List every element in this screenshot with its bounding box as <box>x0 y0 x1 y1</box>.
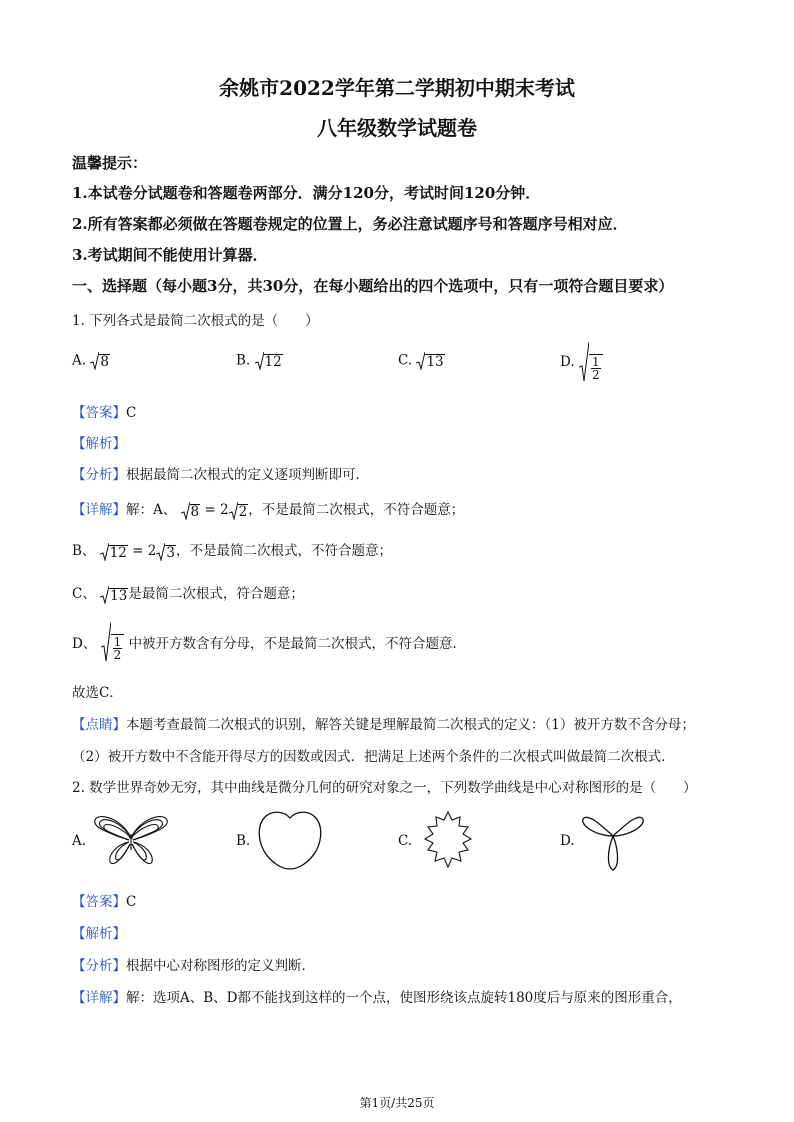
radical-sign-icon <box>101 622 111 662</box>
q1-option-a <box>72 352 110 370</box>
section-heading: 一、选择题（每小题3分，共30分，在每小题给出的四个选项中，只有一项符合题目要求） <box>72 277 674 295</box>
fraction <box>589 354 603 382</box>
option-label: B. <box>236 352 251 369</box>
detail-prefix: B、 <box>72 543 96 559</box>
q2-answer <box>72 890 136 910</box>
sqrt-expression <box>229 502 249 520</box>
radicand: 12 <box>109 544 127 561</box>
radical-sign-icon <box>579 342 589 382</box>
equals-coefficient: = 2 <box>127 543 157 559</box>
xiangjie-tag: 【详解】 <box>72 502 126 518</box>
xiangjie-text: 解：选项A、B、D都不能找到这样的一个点，使图形绕该点旋转180度后与原来的图形重合， <box>126 990 682 1006</box>
answer-value: C <box>126 894 137 910</box>
q2-analysis-tag: 【解析】 <box>72 926 126 942</box>
answer-value: C <box>126 405 137 421</box>
tips-heading: 温馨提示： <box>72 154 148 172</box>
denominator: 2 <box>113 648 122 663</box>
detail-prefix: C、 <box>72 586 96 602</box>
tip-item-3: 3.考试期间不能使用计算器． <box>72 246 268 264</box>
q1-detail-a <box>72 498 464 520</box>
page-number: 第1页/共25页 <box>359 1096 435 1110</box>
radicand: 12 <box>264 354 282 371</box>
exam-title: 余姚市2022学年第二学期初中期末考试 <box>219 76 575 100</box>
q1-detail-b <box>72 539 392 561</box>
option-label: C. <box>398 352 413 369</box>
q2-option-d-label: D. <box>560 833 575 849</box>
detail-prefix: 解：A、 <box>126 502 177 518</box>
fenxi-text: 根据最简二次根式的定义逐项判断即可． <box>126 467 369 483</box>
answer-tag: 【答案】 <box>72 894 126 910</box>
radicand: 8 <box>190 503 200 520</box>
sqrt-expression <box>181 502 201 520</box>
numerator: 1 <box>113 634 122 649</box>
exam-subtitle: 八年级数学试题卷 <box>317 116 477 140</box>
equals-coefficient: = 2 <box>200 502 229 518</box>
detail-suffix: 是最简二次根式，符合题意； <box>128 586 304 602</box>
q1-analysis-tag: 【解析】 <box>72 436 126 452</box>
cardioid-curve-icon <box>256 808 324 872</box>
q1-detail-d <box>72 622 466 662</box>
q2-option-a-label: A. <box>72 833 87 849</box>
radical-sign-icon <box>90 352 99 370</box>
xiangjie-tag: 【详解】 <box>72 990 126 1006</box>
q1-dianjing-line1 <box>72 713 695 733</box>
radicand: 2 <box>238 503 248 520</box>
radicand: 13 <box>110 587 128 604</box>
answer-tag: 【答案】 <box>72 405 126 421</box>
fraction <box>111 634 125 662</box>
sqrt-fraction-expression <box>101 622 125 662</box>
dianjing-tag: 【点睛】 <box>72 717 126 733</box>
option-label: D. <box>560 354 575 370</box>
radical-sign-icon <box>100 586 109 604</box>
detail-suffix: 中被开方数含有分母，不是最简二次根式，不符合题意． <box>128 636 467 652</box>
q2-fenxi <box>72 954 315 974</box>
fenxi-tag: 【分析】 <box>72 467 126 483</box>
radicand: 13 <box>426 354 444 371</box>
q2-option-b-label: B. <box>236 833 251 849</box>
fenxi-text: 根据中心对称图形的定义判断． <box>126 958 315 974</box>
sqrt-expression <box>100 586 128 604</box>
sqrt-expression <box>255 352 283 370</box>
detail-suffix: ，不是最简二次根式，不符合题意； <box>248 502 465 518</box>
question-1-stem: 1. 下列各式是最简二次根式的是（ ） <box>72 313 319 329</box>
q2-option-c-label: C. <box>398 833 413 849</box>
sqrt-expression <box>100 543 128 561</box>
radical-sign-icon <box>156 543 165 561</box>
q1-option-d <box>560 342 603 382</box>
dianjing-text: 本题考查最简二次根式的识别，解答关键是理解最简二次根式的定义：（1）被开方数不含分母； <box>126 717 695 733</box>
option-label: A. <box>72 352 87 369</box>
question-2-stem: 2. 数学世界奇妙无穷，其中曲线是微分几何的研究对象之一，下列数学曲线是中心对称图形的是（ ） <box>72 780 697 796</box>
sqrt-expression <box>156 543 176 561</box>
q1-option-c <box>398 352 445 370</box>
butterfly-curve-icon <box>92 812 170 868</box>
three-leaf-rose-icon <box>578 804 648 874</box>
q1-option-b <box>236 352 283 370</box>
radical-sign-icon <box>229 502 238 520</box>
sqrt-expression <box>416 352 444 370</box>
q1-detail-c <box>72 582 304 604</box>
q2-detail <box>72 986 682 1006</box>
radical-sign-icon <box>255 352 264 370</box>
sqrt-expression <box>90 352 110 370</box>
radicand: 8 <box>100 354 109 371</box>
detail-suffix: ，不是最简二次根式，不符合题意； <box>175 543 392 559</box>
q1-fenxi <box>72 463 369 483</box>
q1-answer <box>72 401 136 421</box>
fenxi-tag: 【分析】 <box>72 958 126 974</box>
q1-conclusion: 故选C． <box>72 685 123 701</box>
numerator: 1 <box>591 354 600 369</box>
detail-prefix: D、 <box>72 636 97 652</box>
tip-item-2: 2.所有答案都必须做在答题卷规定的位置上，务必注意试题序号和答题序号相对应． <box>72 215 628 233</box>
radical-sign-icon <box>100 543 109 561</box>
tip-item-1: 1.本试卷分试题卷和答题卷两部分．满分120分，考试时间120分钟． <box>72 184 541 202</box>
koch-snowflake-icon <box>416 809 480 873</box>
denominator: 2 <box>591 368 600 383</box>
radical-sign-icon <box>181 502 190 520</box>
radicand: 3 <box>166 544 175 561</box>
q1-dianjing-line2: （2）被开方数中不含能开得尽方的因数或因式．把满足上述两个条件的二次根式叫做最简二次根式． <box>72 749 675 765</box>
radical-sign-icon <box>416 352 425 370</box>
sqrt-fraction-expression <box>579 342 603 382</box>
